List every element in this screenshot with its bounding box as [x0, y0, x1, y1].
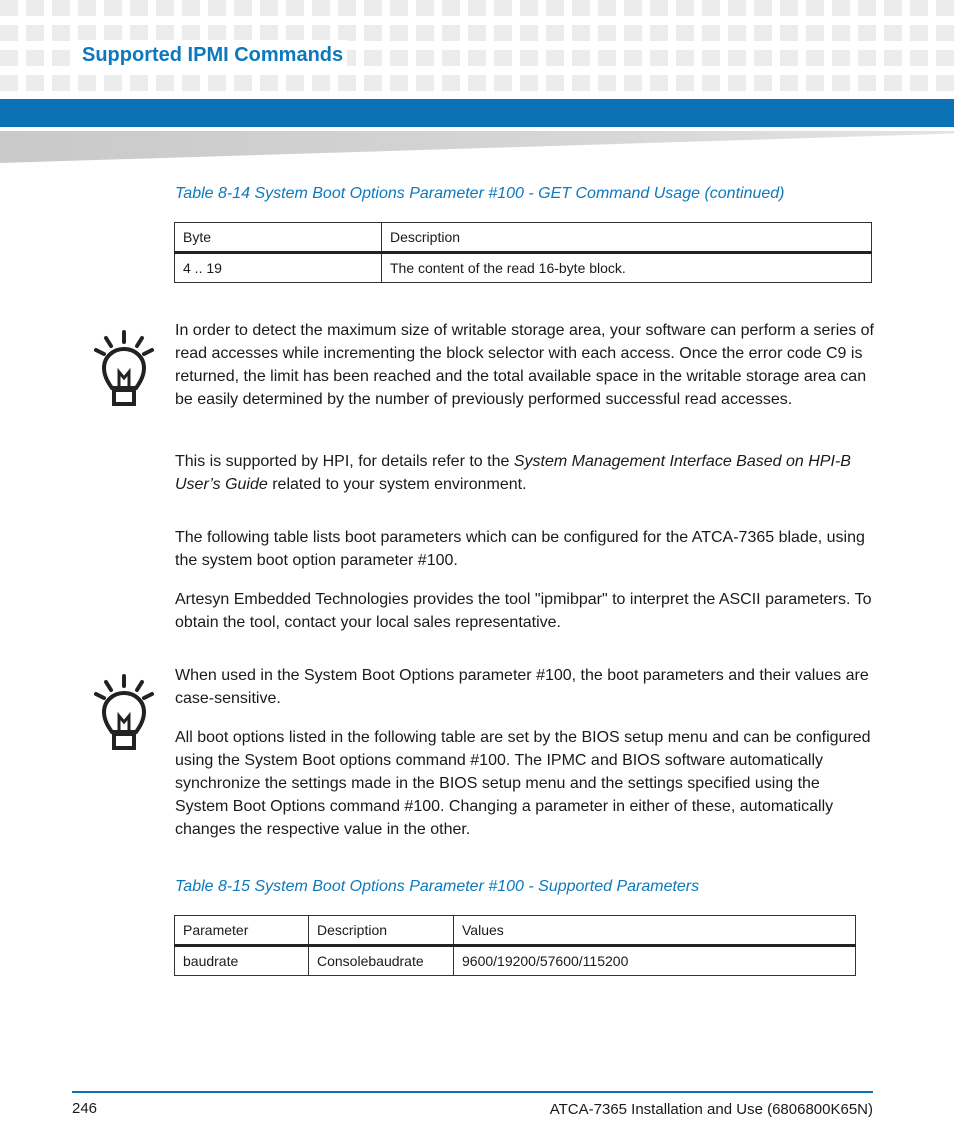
- lightbulb-icon: [92, 328, 156, 410]
- table-8-14: [174, 222, 872, 283]
- body-paragraph-2: Artesyn Embedded Technologies provides the tool "ipmibpar" to interpret the ASCII parameters. To obtain the tool, contact your local sales representative.: [175, 591, 872, 631]
- page-number: 246: [72, 1100, 98, 1117]
- tip2-paragraph-2: All boot options listed in the following table are set by the BIOS setup menu and can be configured using the System Boot options command #100. The IPMC and BIOS software automatically synchronize the settings made in the BIOS setup menu and the settings specified using the System Boot Options command #100. Changing a parameter in either of these, automatically changes the respective value in the other.: [175, 729, 871, 838]
- column-header-values: Values: [454, 916, 856, 946]
- tip2-paragraph-1: When used in the System Boot Options parameter #100, the boot parameters and their values are case-sensitive.: [175, 667, 869, 707]
- guide-title-reference: System Management Interface Based on HPI-B User’s Guide: [175, 453, 851, 493]
- tip1-paragraph-2: [175, 450, 875, 496]
- table-row: [175, 253, 872, 283]
- table-row: [175, 946, 856, 976]
- table-8-14-caption: Table 8-14 System Boot Options Parameter #100 - GET Command Usage (continued): [175, 185, 785, 202]
- footer-rule: [72, 1091, 873, 1093]
- column-header-parameter: Parameter: [175, 916, 309, 946]
- table-cell: The content of the read 16-byte block.: [382, 253, 872, 283]
- table-cell: 4 .. 19: [175, 253, 382, 283]
- table-cell: baudrate: [175, 946, 309, 976]
- header-grey-swoosh: [0, 131, 954, 163]
- tip1-paragraph-1: In order to detect the maximum size of writable storage area, your software can perform a series of read accesses while incrementing the block selector with each access. Once the error code C9 is returned, the limit has been reached and the total available space in the writable storage area can be easily determined by the number of previously performed successful read accesses.: [175, 322, 874, 408]
- table-8-15-caption: Table 8-15 System Boot Options Parameter #100 - Supported Parameters: [175, 878, 700, 895]
- table-8-15: [174, 915, 856, 976]
- body-paragraph-1: The following table lists boot parameters which can be configured for the ATCA-7365 blade, using the system boot option parameter #100.: [175, 529, 865, 569]
- table-header-row: [175, 223, 872, 253]
- column-header-description: Description: [382, 223, 872, 253]
- document-title: ATCA-7365 Installation and Use (6806800K65N): [549, 1101, 873, 1118]
- header-blue-band: [0, 99, 954, 127]
- table-header-row: [175, 916, 856, 946]
- table-cell: 9600/19200/57600/115200: [454, 946, 856, 976]
- lightbulb-icon: [92, 672, 156, 754]
- section-title: Supported IPMI Commands: [78, 40, 347, 70]
- tip1-text: This is supported by HPI, for details refer to the: [175, 453, 514, 470]
- table-cell: Consolebaudrate: [309, 946, 454, 976]
- tip1-text: related to your system environment.: [267, 476, 527, 493]
- column-header-byte: Byte: [175, 223, 382, 253]
- column-header-description: Description: [309, 916, 454, 946]
